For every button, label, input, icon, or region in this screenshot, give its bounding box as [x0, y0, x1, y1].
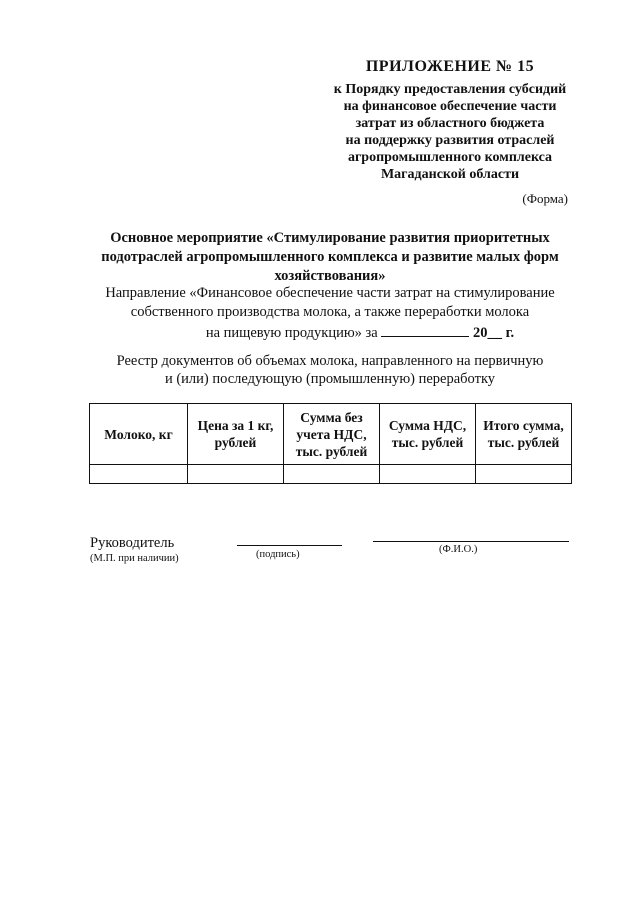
main-measure-line: Основное мероприятие «Стимулирование развития приоритетных	[110, 230, 550, 246]
appendix-line: к Порядку предоставления субсидий	[333, 82, 567, 97]
signature-block	[90, 535, 580, 575]
year-suffix: __ г.	[487, 325, 515, 341]
appendix-line: агропромышленного комплекса	[347, 150, 553, 165]
appendix-line: Магаданской области	[380, 167, 520, 182]
table-header-row	[90, 404, 572, 465]
form-label: (Форма)	[522, 191, 568, 206]
registry-title-line: Реестр документов об объемах молока, направленного на первичную	[116, 353, 544, 369]
year-prefix: 20	[472, 325, 488, 341]
appendix-line: на поддержку развития отраслей	[345, 133, 555, 148]
direction-line-1: Направление «Финансовое обеспечение части затрат на стимулирование	[105, 285, 555, 301]
table-cell[interactable]	[380, 465, 476, 484]
table-cell[interactable]	[284, 465, 380, 484]
appendix-line: затрат из областного бюджета	[355, 116, 545, 131]
table-cell[interactable]	[476, 465, 572, 484]
stamp-note: (М.П. при наличии)	[90, 553, 179, 564]
col-header-price: Цена за 1 кг, рублей	[188, 404, 284, 465]
registry-title	[95, 352, 565, 388]
main-measure	[85, 229, 575, 286]
signature-label: (подпись)	[256, 549, 300, 560]
main-measure-line: хозяйствования»	[274, 268, 386, 284]
direction-line-3	[80, 322, 580, 343]
col-header-milk: Молоко, кг	[90, 404, 188, 465]
table-cell[interactable]	[188, 465, 284, 484]
appendix-header	[300, 58, 600, 183]
name-line	[373, 541, 569, 542]
col-header-total: Итого сумма, тыс. рублей	[476, 404, 572, 465]
period-blank-field	[381, 322, 469, 337]
direction-line-2: собственного производства молока, а также переработки молока	[130, 304, 530, 320]
table-row	[90, 465, 572, 484]
col-header-sum-without-vat: Сумма без учета НДС, тыс. рублей	[284, 404, 380, 465]
head-title: Руководитель	[90, 535, 175, 551]
name-label: (Ф.И.О.)	[439, 544, 478, 555]
signature-line	[237, 545, 342, 546]
main-measure-line: подотраслей агропромышленного комплекса и развитие малых форм	[101, 249, 559, 265]
direction-line-3-prefix: на пищевую продукцию» за	[205, 325, 378, 341]
registry-table	[89, 403, 572, 484]
registry-title-line: и (или) последующую (промышленную) переработку	[164, 371, 496, 387]
appendix-line: на финансовое обеспечение части	[343, 99, 557, 114]
appendix-title: ПРИЛОЖЕНИЕ № 15	[365, 58, 535, 75]
direction-block	[80, 284, 580, 343]
col-header-vat: Сумма НДС, тыс. рублей	[380, 404, 476, 465]
table-cell[interactable]	[90, 465, 188, 484]
